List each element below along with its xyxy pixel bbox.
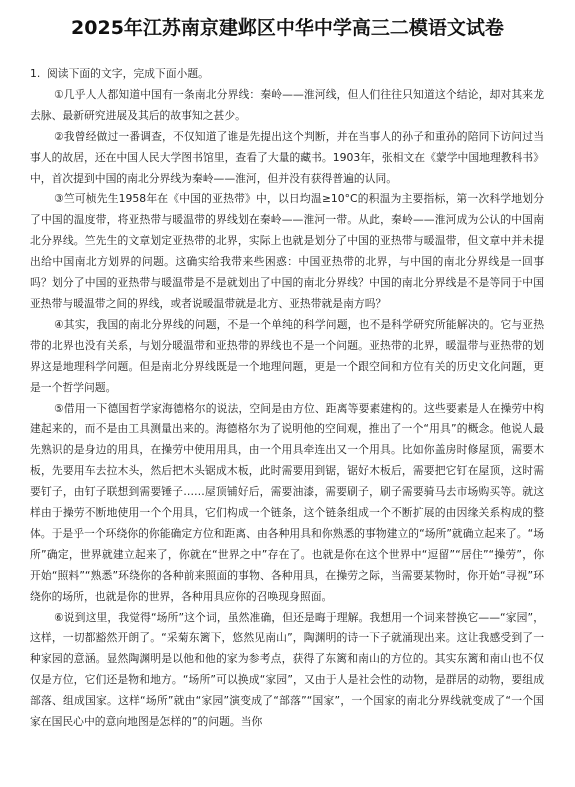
question-header <box>30 64 544 85</box>
paragraph-1: ①几乎人人都知道中国有一条南北分界线：秦岭——淮河线，但人们往往只知道这个结论，却对其来龙去脉、最新研究进展及其后的故事知之甚少。 <box>30 87 544 122</box>
paragraph-2: ②我曾经做过一番调查，不仅知道了谁是先提出这个判断，并在当事人的孙子和重孙的陪同下访问过当事人的故居，还在中国人民大学图书馆里，查看了大量的藏书。1903年，张相文在《蒙学中国地理教科书》中，首次提到中国的南北分界线为秦岭——淮河，但并没有获得普遍的认同。 <box>30 129 544 185</box>
question-number: 1. <box>30 67 41 80</box>
question-content <box>30 64 544 733</box>
paragraph-4: ④其实，我国的南北分界线的问题，不是一个单纯的科学问题，也不是科学研究所能解决的。它与亚热带的北界也没有关系，与划分暖温带和亚热带的界线也不是一个问题。亚热带的北界，暖温带与亚热带的划界这是地理科学问题。但是南北分界线既是一个地理问题，更是一个跟空间和方位有关的历史文化问题，更是一个哲学问题。 <box>30 317 544 394</box>
paragraph-5: ⑤借用一下德国哲学家海德格尔的说法，空间是由方位、距离等要素建构的。这些要素是人在操劳中构建起来的，而不是由工具测量出来的。海德格尔为了说明他的空间观，推出了一个“用具”的概念。他说人最先熟识的是身边的用具，在操劳中使用用具，由一个用具牵连出又一个用具。比如你盖房时修屋顶，需要木板，先要用车去拉木头，然后把木头锯成木板，此时需要用到锯，锯好木板后，需要把它钉在屋顶，这时需要钉子，由钉子联想到需要锤子……屋顶铺好后，需要油漆，需要刷子，刷子需要骑马去市场购买等。就这样由于操劳不断地使用一个个用具，它们构成一个链条，这个链条组成一个不断扩展的由因缘关系构成的整体。于是乎一个环绕你的你能确定方位和距离、由各种用具和你熟悉的事物建立的“场所”就确立起来了。“场所”确定，世界就建立起来了，你就在“世界之中”存在了。也就是你在这个世界中“逗留”“居住”“操劳”，你开始“照料”“熟悉”环绕你的各种前来照面的事物、各种用具，在操劳之际，当需要某物时，你开始“寻视”环绕你的场所，也就是你的世界，各种用具应你的召唤现身照面。 <box>30 401 544 603</box>
paragraph-6: ⑥说到这里，我觉得“场所”这个词，虽然准确，但还是晦于理解。我想用一个词来替换它——“家园”，这样，一切都豁然开朗了。“采菊东篱下，悠然见南山”，陶渊明的诗一下子就涌现出来。这让我感受到了一种家园的意涵。显然陶渊明是以他和他的家为参考点，获得了东篱和南山的方位的。其实东篱和南山也不仅仅是方位，它们还是物和地方。“场所”可以换成“家园”，又由于人是社会性的动物，是群居的动物，要组成部落、组成国家。这样“场所”就由“家园”演变成了“部落”“国家”，一个国家的南北分界线就变成了“一个国家在国民心中的意向地图是怎样的”的问题。当你 <box>30 610 544 729</box>
document-title: 2025年江苏南京建邺区中华中学高三二模语文试卷 <box>71 17 504 39</box>
paragraph-3: ③竺可桢先生1958年在《中国的亚热带》中，以日均温≥10°C的积温为主要指标，第一次科学地划分了中国的温度带，将亚热带与暖温带的界线划在秦岭——淮河一带。从此，秦岭——淮河成为公认的中国南北分界线。竺先生的文章划定亚热带的北界，实际上也就是划分了中国的亚热带与暖温带，但文章中并未提出给中国南北方划界的问题。这确实给我带来些困惑：中国亚热带的北界，与中国的南北分界线是一回事吗？划分了中国的亚热带与暖温带是不是就划出了中国的南北分界线？中国的南北分界线是不是等同于中国亚热带与暖温带之间的界线，或者说暖温带就是北方、亚热带就是南方吗？ <box>30 192 544 310</box>
question-prompt: 阅读下面的文字，完成下面小题。 <box>47 67 209 80</box>
